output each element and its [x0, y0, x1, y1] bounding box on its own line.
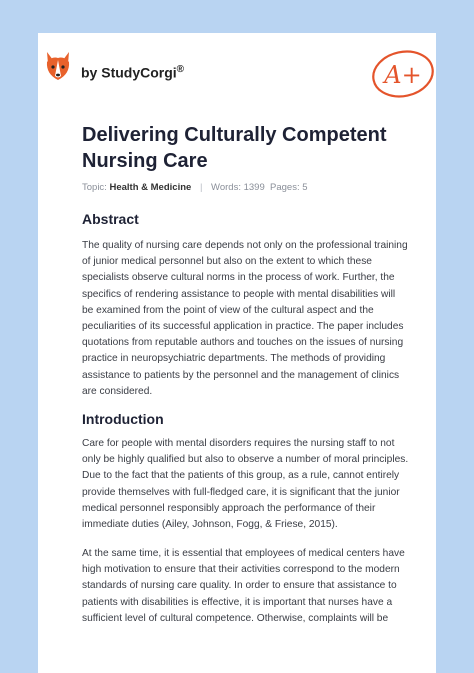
- word-count: Words: 1399: [211, 182, 265, 193]
- svg-text:A+: A+: [384, 61, 422, 89]
- introduction-paragraph-1: Care for people with mental disorders requires the nursing staff to not only be highly qualified but also to observe a number of moral principles. Due to the fact that the patients of this group, as a rule, cannot entirely provide themselves with full-fledged care, it is significant that the junior medical personnel responsibly approach the performance of their immediate duties (Ailey, Johnson, Fogg, & Friese, 2015).: [82, 438, 409, 531]
- page-count: Pages: 5: [270, 182, 308, 193]
- document-meta: Topic: Health & Medicine | Words: 1399 Pages: 5: [82, 182, 308, 193]
- header: [44, 50, 444, 100]
- abstract-heading: Abstract: [82, 211, 139, 227]
- topic-link[interactable]: Health & Medicine: [109, 182, 192, 193]
- abstract-paragraph: The quality of nursing care depends not only on the professional training of junior medical personnel but also on the extent to which these specialists observe cultural norms in the process of work. Further, the specifics of rendering assistance to people with mental disabilities will be examined from the point of view of the cultural aspect and the peculiarities of its successful application in practice. The paper includes quotations from reputable authors and touches on the issues of nursing practice in neuropsychiatric departments. The methods of providing assistance to patients by the personnel and the management of clinics are considered.: [82, 240, 408, 397]
- introduction-heading: Introduction: [82, 411, 164, 427]
- introduction-paragraph-2: At the same time, it is essential that employees of medical centers have high motivation to ensure that their activities correspond to the modern standards of nursing care quality. In order to ensure that assistance to patients with disabilities is effective, it is important that nurses have a sufficient level of cultural competence. Otherwise, complaints will be: [82, 548, 405, 624]
- grade-a-plus-badge: [366, 42, 442, 102]
- document-title: Delivering Culturally Competent Nursing Care: [82, 124, 387, 172]
- corgi-logo-icon[interactable]: [44, 50, 72, 82]
- brand-name[interactable]: by StudyCorgi®: [81, 64, 185, 81]
